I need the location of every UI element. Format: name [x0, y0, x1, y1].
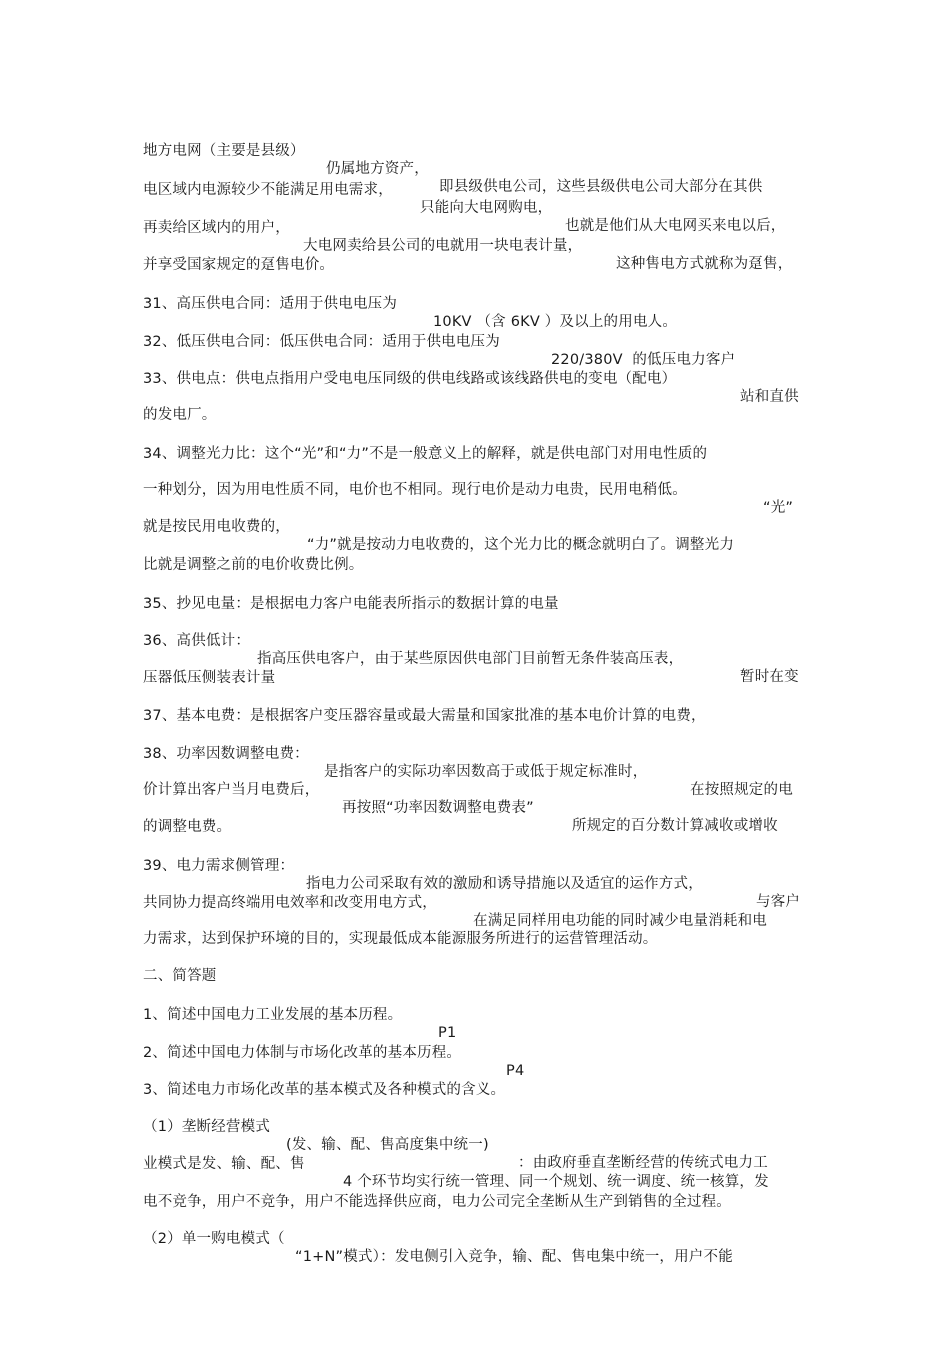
text-run: 是指客户的实际功率因数高于或低于规定标准时， — [324, 764, 648, 780]
text-run: 37、基本电费：是根据客户变压器容量或最大需量和国家批准的基本电价计算的电费， — [143, 708, 706, 724]
text-run: 220/380V 的低压电力客户 — [551, 352, 736, 368]
text-run: 1、简述中国电力工业发展的基本历程。 — [143, 1007, 403, 1023]
text-run: P1 — [438, 1025, 457, 1041]
text-run: 即县级供电公司，这些县级供电公司大部分在其供 — [439, 179, 763, 195]
text-run: 暂时在变 — [740, 669, 799, 685]
text-run: 在按照规定的电 — [690, 782, 793, 798]
text-run: 业模式是发、输、配、售 — [143, 1156, 305, 1172]
text-run: “光” — [763, 500, 794, 516]
text-run: 的调整电费。 — [143, 819, 232, 835]
text-run: 指电力公司采取有效的激励和诱导措施以及适宜的运作方式， — [306, 876, 703, 892]
text-run: （1）垄断经营模式 — [143, 1119, 271, 1135]
text-run: 再卖给区域内的用户， — [143, 220, 290, 236]
text-run: 一种划分，因为用电性质不同，电价也不相同。现行电价是动力电贵，民用电稍低。 — [143, 482, 687, 498]
text-run: ：由政府垂直垄断经营的传统式电力工 — [518, 1155, 768, 1171]
text-line — [143, 1212, 733, 1284]
text-run: 价计算出客户当月电费后， — [143, 782, 320, 798]
text-run: 34、调整光力比：这个“光”和“力”不是一般意义上的解释，就是供电部门对用电性质的 — [143, 446, 708, 462]
text-run: 也就是他们从大电网买来电以后， — [565, 218, 786, 234]
text-run: 站和直供 — [740, 389, 799, 405]
text-run: 所规定的百分数计算减收或增收 — [572, 818, 778, 834]
text-run: 10KV （含 6KV ）及以上的用电人。 — [433, 314, 678, 330]
text-run: 二、简答题 — [143, 968, 217, 984]
text-run: “1+N”模式）：发电侧引入竞争，输、配、售电集中统一，用户不能 — [295, 1249, 733, 1265]
text-run: 就是按民用电收费的， — [143, 519, 290, 535]
text-run: 2、简述中国电力体制与市场化改革的基本历程。 — [143, 1045, 462, 1061]
text-run: 再按照“功率因数调整电费表” — [342, 800, 534, 816]
text-run: 33、供电点：供电点指用户受电电压同级的供电线路或该线路供电的变电（配电） — [143, 371, 677, 387]
text-run: 与客户 — [756, 894, 801, 910]
text-run: 4 个环节均实行统一管理、同一个规划、统一调度、统一核算，发 — [343, 1174, 769, 1190]
text-run: 比就是调整之前的电价收费比例。 — [143, 557, 364, 573]
text-run: 3、简述电力市场化改革的基本模式及各种模式的含义。 — [143, 1082, 506, 1098]
text-run: 在满足同样用电功能的同时减少电量消耗和电 — [473, 913, 767, 929]
text-run: （2）单一购电模式（ — [143, 1231, 285, 1247]
text-run: 并享受国家规定的趸售电价。 — [143, 257, 335, 273]
text-run: 力需求，达到保护环境的目的，实现最低成本能源服务所进行的运营管理活动。 — [143, 931, 658, 947]
text-run: 大电网卖给县公司的电就用一块电表计量， — [303, 238, 583, 254]
text-run: 压器低压侧装表计量 — [143, 670, 276, 686]
text-run: 电不竞争，用户不竞争，用户不能选择供应商，电力公司完全垄断从生产到销售的全过程。 — [143, 1194, 731, 1210]
text-run: 39、电力需求侧管理： — [143, 858, 295, 874]
text-run: 的发电厂。 — [143, 407, 217, 423]
text-run: 只能向大电网购电， — [420, 200, 553, 216]
text-run: 31、高压供电合同：适用于供电电压为 — [143, 296, 398, 312]
text-run: 地方电网（主要是县级） — [143, 143, 305, 159]
text-run: 共同协力提高终端用电效率和改变用电方式， — [143, 895, 437, 911]
text-run: P4 — [506, 1063, 525, 1079]
text-run: 指高压供电客户，由于某些原因供电部门目前暂无条件装高压表， — [257, 651, 684, 667]
text-run: 仍属地方资产， — [326, 161, 429, 177]
text-run: 电区域内电源较少不能满足用电需求， — [143, 182, 393, 198]
text-run: 32、低压供电合同：低压供电合同：适用于供电电压为 — [143, 334, 500, 350]
text-run: “力”就是按动力电收费的，这个光力比的概念就明白了。调整光力 — [307, 537, 735, 553]
text-run: 这种售电方式就称为趸售， — [616, 256, 793, 272]
text-run: 35、抄见电量：是根据电力客户电能表所指示的数据计算的电量 — [143, 596, 559, 612]
text-run: 38、功率因数调整电费： — [143, 746, 309, 762]
text-run: 36、高供低计： — [143, 633, 251, 649]
text-run: (发、输、配、售高度集中统一) — [286, 1137, 489, 1153]
